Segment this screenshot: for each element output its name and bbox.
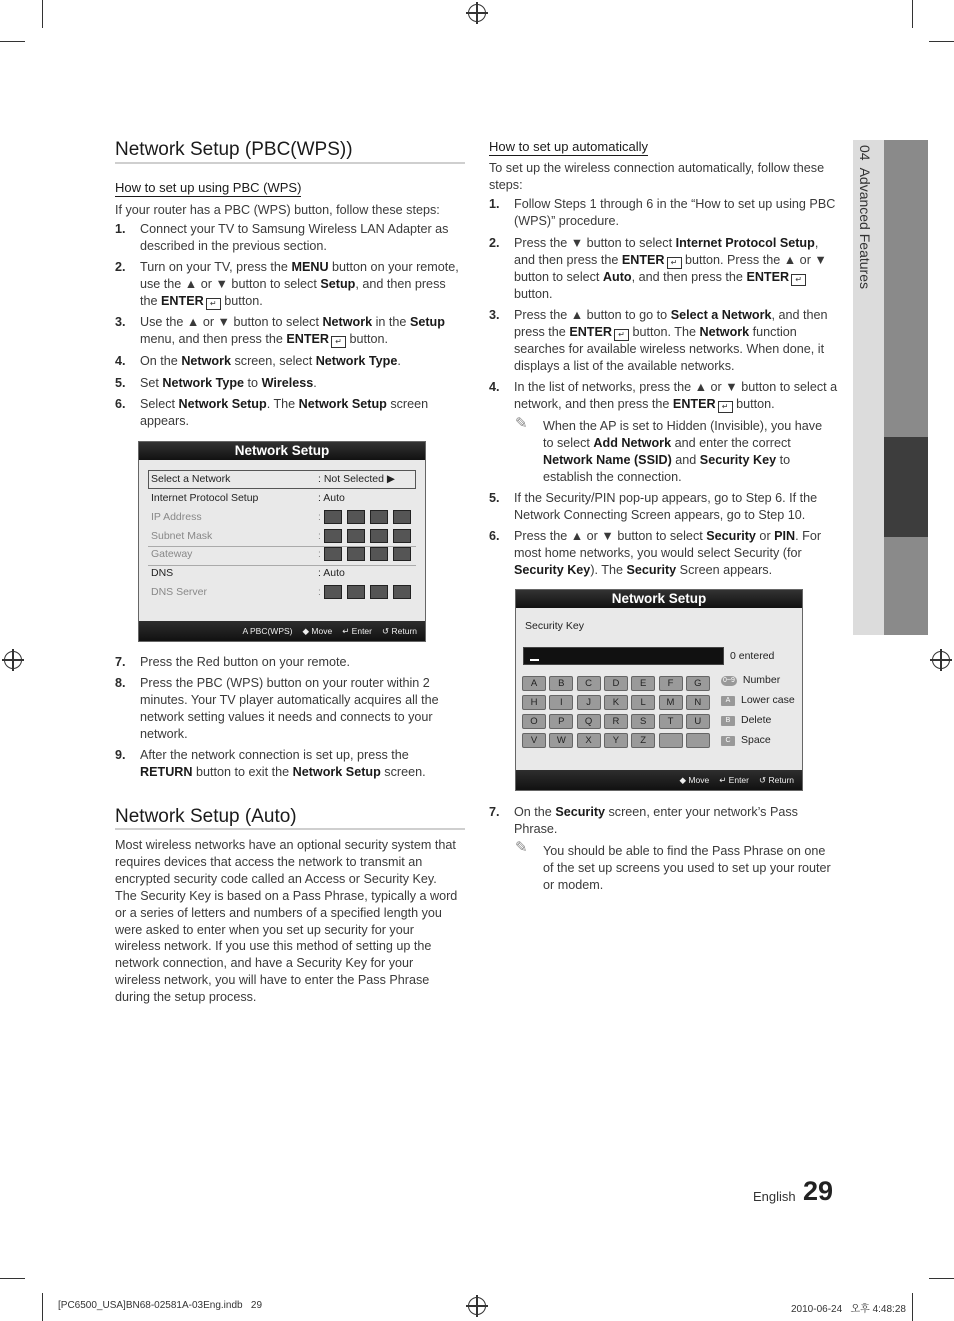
- list-text: Press the Red button on your remote.: [140, 655, 351, 669]
- footer-hint: ↵ Enter: [719, 775, 749, 785]
- keyboard-key[interactable]: D: [604, 676, 628, 691]
- sidebar-tab-active: [884, 437, 928, 537]
- setting-row[interactable]: [148, 489, 416, 507]
- octet-box[interactable]: [393, 529, 411, 543]
- keyboard-key[interactable]: T: [659, 714, 683, 729]
- list-number: 3.: [115, 315, 126, 329]
- footer-hint: A PBC(WPS): [242, 626, 293, 636]
- list-text: Follow Steps 1 through 6 in the “How to set up using PBC (WPS)” procedure.: [514, 197, 836, 228]
- keyboard-key[interactable]: S: [631, 714, 655, 729]
- keyboard-key[interactable]: L: [631, 695, 655, 710]
- section-title-pbc: Network Setup (PBC(WPS)): [115, 139, 353, 160]
- screen-footer: [139, 621, 425, 641]
- setting-label: Select a Network: [151, 473, 231, 485]
- separator: [148, 565, 416, 566]
- auto-paragraph: Most wireless networks have an optional security system that requires devices that access the network to transmit an encrypted security code called an Access or Security Key. The Security Key is based on a Pass Phrase, typically a word or a series of letters and numbers of a specified length you were asked to enter when you set up security for your wireless network. If you use this method of setting up the network connection, and have a Security Key for your wireless network, you will have to enter the Pass Phrase during the setup process.: [115, 838, 458, 1005]
- footer-hint: ↺ Return: [382, 626, 417, 636]
- octet-box[interactable]: [324, 547, 342, 561]
- title-rule: [115, 162, 465, 164]
- note-pencil-icon: ✎: [515, 415, 528, 432]
- list-number: 6.: [115, 397, 126, 411]
- security-key-label: Security Key: [525, 620, 584, 632]
- keyboard-key[interactable]: H: [522, 695, 546, 710]
- screen-title: Network Setup: [516, 590, 802, 608]
- keyboard-key[interactable]: [659, 733, 683, 748]
- keyboard-key[interactable]: X: [577, 733, 601, 748]
- print-stamp: 2010-06-24 오후 4:48:28: [791, 1304, 906, 1315]
- registration-mark-icon: [4, 651, 22, 669]
- keyboard-key[interactable]: N: [686, 695, 710, 710]
- list-number: 5.: [489, 491, 500, 505]
- keyboard-key[interactable]: A: [522, 676, 546, 691]
- registration-mark-icon: [468, 4, 486, 22]
- octet-box[interactable]: [370, 510, 388, 524]
- octet-box[interactable]: [393, 510, 411, 524]
- list-text: Turn on your TV, press the MENU button on your remote, use the ▲ or ▼ button to select Setup, and then press the ENTER ↵ button.: [140, 260, 459, 308]
- footer-hint: ◆ Move: [679, 775, 710, 785]
- octet-box[interactable]: [370, 529, 388, 543]
- setting-value: :: [318, 530, 321, 542]
- octet-box[interactable]: [324, 510, 342, 524]
- keyboard-key[interactable]: [686, 733, 710, 748]
- octet-box[interactable]: [347, 510, 365, 524]
- list-text: If the Security/PIN pop-up appears, go to Step 6. If the Network Connecting Screen appears, go to Step 10.: [514, 491, 818, 522]
- sidebar-chapter-label: 04 Advanced Features: [857, 145, 873, 289]
- keyboard-option[interactable]: [721, 694, 795, 706]
- setting-label: Subnet Mask: [151, 530, 213, 542]
- screen-title: Network Setup: [139, 442, 425, 460]
- screen-footer: [516, 770, 802, 790]
- octet-box[interactable]: [393, 585, 411, 599]
- list-number: 1.: [115, 222, 126, 236]
- separator: [148, 546, 416, 547]
- setting-row[interactable]: [148, 470, 416, 488]
- list-text: Press the PBC (WPS) button on your router within 2 minutes. Your TV player automatically acquires all the network setting values it needs and connects to your network.: [140, 676, 439, 741]
- note-text: You should be able to find the Pass Phrase on one of the set up screens you used to set up your router or modem.: [543, 844, 831, 892]
- list-number: 7.: [115, 655, 126, 669]
- octet-box[interactable]: [347, 585, 365, 599]
- title-rule: [115, 828, 465, 830]
- list-text: In the list of networks, press the ▲ or ▼ button to select a network, and then press the ENTER ↵ button.: [514, 380, 838, 411]
- list-number: 4.: [115, 354, 126, 368]
- keyboard-key[interactable]: G: [686, 676, 710, 691]
- list-text: Press the ▼ button to select Internet Protocol Setup, and then press the ENTER ↵ button. Press the ▲ or ▼ button to select Auto, and then press the ENTER ↵ button.: [514, 236, 827, 301]
- note-text: When the AP is set to Hidden (Invisible), you have to select Add Network and enter the correct Network Name (SSID) and Security Key to establish the connection.: [543, 419, 823, 484]
- setting-label: IP Address: [151, 511, 202, 523]
- footer-hint: ↵ Enter: [342, 626, 372, 636]
- keyboard-key[interactable]: F: [659, 676, 683, 691]
- option-label: Number: [742, 674, 781, 686]
- keyboard-key[interactable]: R: [604, 714, 628, 729]
- network-setup-screen: [138, 441, 426, 642]
- setting-label: Internet Protocol Setup: [151, 492, 259, 504]
- sidebar-tab-dark: [884, 140, 928, 437]
- list-text: On the Security screen, enter your network’s Pass Phrase.: [514, 805, 798, 836]
- setting-value: : Not Selected ▶: [318, 473, 395, 485]
- sidebar-tab-dark: [884, 537, 928, 635]
- list-text: Select Network Setup. The Network Setup screen appears.: [140, 397, 429, 428]
- list-number: 5.: [115, 376, 126, 390]
- registration-mark-icon: [932, 651, 950, 669]
- keyboard-key[interactable]: C: [577, 676, 601, 691]
- keyboard-option[interactable]: [721, 734, 771, 746]
- list-text: After the network connection is set up, press the RETURN button to exit the Network Setup screen.: [140, 748, 426, 779]
- list-text: Use the ▲ or ▼ button to select Network in the Setup menu, and then press the ENTER ↵ button.: [140, 315, 445, 346]
- keyboard-key[interactable]: B: [549, 676, 573, 691]
- option-label: Space: [741, 734, 771, 746]
- list-number: 2.: [115, 260, 126, 274]
- color-button-badge: C: [721, 736, 735, 746]
- option-label: Delete: [741, 714, 772, 726]
- entered-count: 0 entered: [730, 650, 775, 662]
- keyboard-key[interactable]: O: [522, 714, 546, 729]
- octet-box[interactable]: [370, 585, 388, 599]
- octet-box[interactable]: [324, 529, 342, 543]
- list-number: 3.: [489, 308, 500, 322]
- list-text: Press the ▲ button to go to Select a Network, and then press the ENTER ↵ button. The Network function searches for available wireless networks. When done, it displays a list of the available networks.: [514, 308, 828, 373]
- keyboard-option[interactable]: [721, 714, 771, 726]
- setting-row[interactable]: [148, 527, 416, 545]
- note-pencil-icon: ✎: [515, 839, 528, 856]
- page-number: 29: [803, 1176, 834, 1206]
- setting-value: : Auto: [318, 492, 345, 504]
- intro-text: If your router has a PBC (WPS) button, follow these steps:: [115, 203, 440, 217]
- footer-hint: ◆ Move: [302, 626, 333, 636]
- octet-box[interactable]: [393, 547, 411, 561]
- keyboard-key[interactable]: W: [549, 733, 573, 748]
- list-number: 2.: [489, 236, 500, 250]
- keyboard-key[interactable]: K: [604, 695, 628, 710]
- security-key-input[interactable]: [523, 647, 724, 665]
- address-field-boxes[interactable]: [324, 527, 416, 545]
- list-text: Connect your TV to Samsung Wireless LAN Adapter as described in the previous section.: [140, 222, 449, 253]
- list-text: Set Network Type to Wireless.: [140, 376, 317, 390]
- keyboard-key[interactable]: E: [631, 676, 655, 691]
- keyboard-key[interactable]: M: [659, 695, 683, 710]
- list-number: 9.: [115, 748, 126, 762]
- language-label: English: [753, 1189, 796, 1204]
- list-number: 8.: [115, 676, 126, 690]
- setting-value: :: [318, 511, 321, 523]
- keyboard-key[interactable]: I: [549, 695, 573, 710]
- sidebar-tab: [853, 437, 884, 635]
- keyboard-option[interactable]: [721, 674, 780, 686]
- intro-text: To set up the wireless connection automatically, follow these steps:: [489, 161, 825, 192]
- list-text: Press the ▲ or ▼ button to select Security or PIN. For most home networks, you would select Security (for Security Key). The Security Screen appears.: [514, 529, 822, 577]
- keyboard-key[interactable]: P: [549, 714, 573, 729]
- list-number: 1.: [489, 197, 500, 211]
- setting-value: :: [318, 586, 321, 598]
- setting-value: :: [318, 548, 321, 560]
- registration-mark-icon: [468, 1297, 486, 1315]
- setting-value: : Auto: [318, 567, 345, 579]
- keyboard-key[interactable]: J: [577, 695, 601, 710]
- security-key-screen: [515, 589, 803, 791]
- footer-hint: ↺ Return: [759, 775, 794, 785]
- subheading-auto: How to set up automatically: [489, 139, 648, 154]
- keyboard-key[interactable]: U: [686, 714, 710, 729]
- list-text: On the Network screen, select Network Type.: [140, 354, 401, 368]
- keyboard-key[interactable]: V: [522, 733, 546, 748]
- subheading-pbc: How to set up using PBC (WPS): [115, 180, 302, 195]
- octet-box[interactable]: [347, 529, 365, 543]
- section-title-auto: Network Setup (Auto): [115, 806, 297, 827]
- color-button-badge: A: [721, 696, 735, 706]
- setting-row[interactable]: [148, 564, 416, 582]
- octet-box[interactable]: [324, 585, 342, 599]
- octet-box[interactable]: [370, 547, 388, 561]
- address-field-boxes[interactable]: [324, 583, 416, 601]
- option-label: Lower case: [741, 694, 795, 706]
- setting-label: DNS: [151, 567, 174, 579]
- address-field-boxes[interactable]: [324, 508, 416, 526]
- keyboard-key[interactable]: Y: [604, 733, 628, 748]
- file-info: [PC6500_USA]BN68-02581A-03Eng.indb 29: [58, 1300, 263, 1311]
- list-number: 4.: [489, 380, 500, 394]
- address-field-boxes[interactable]: [324, 545, 416, 563]
- keyboard-key[interactable]: Q: [577, 714, 601, 729]
- setting-row[interactable]: [148, 583, 416, 601]
- color-button-badge: 0~9: [723, 677, 735, 684]
- list-number: 7.: [489, 805, 500, 819]
- list-number: 6.: [489, 529, 500, 543]
- setting-row[interactable]: [148, 545, 416, 563]
- color-button-badge: B: [721, 716, 735, 726]
- keyboard-key[interactable]: Z: [631, 733, 655, 748]
- setting-label: Gateway: [151, 548, 193, 560]
- setting-row[interactable]: [148, 508, 416, 526]
- octet-box[interactable]: [347, 547, 365, 561]
- setting-label: DNS Server: [151, 586, 208, 598]
